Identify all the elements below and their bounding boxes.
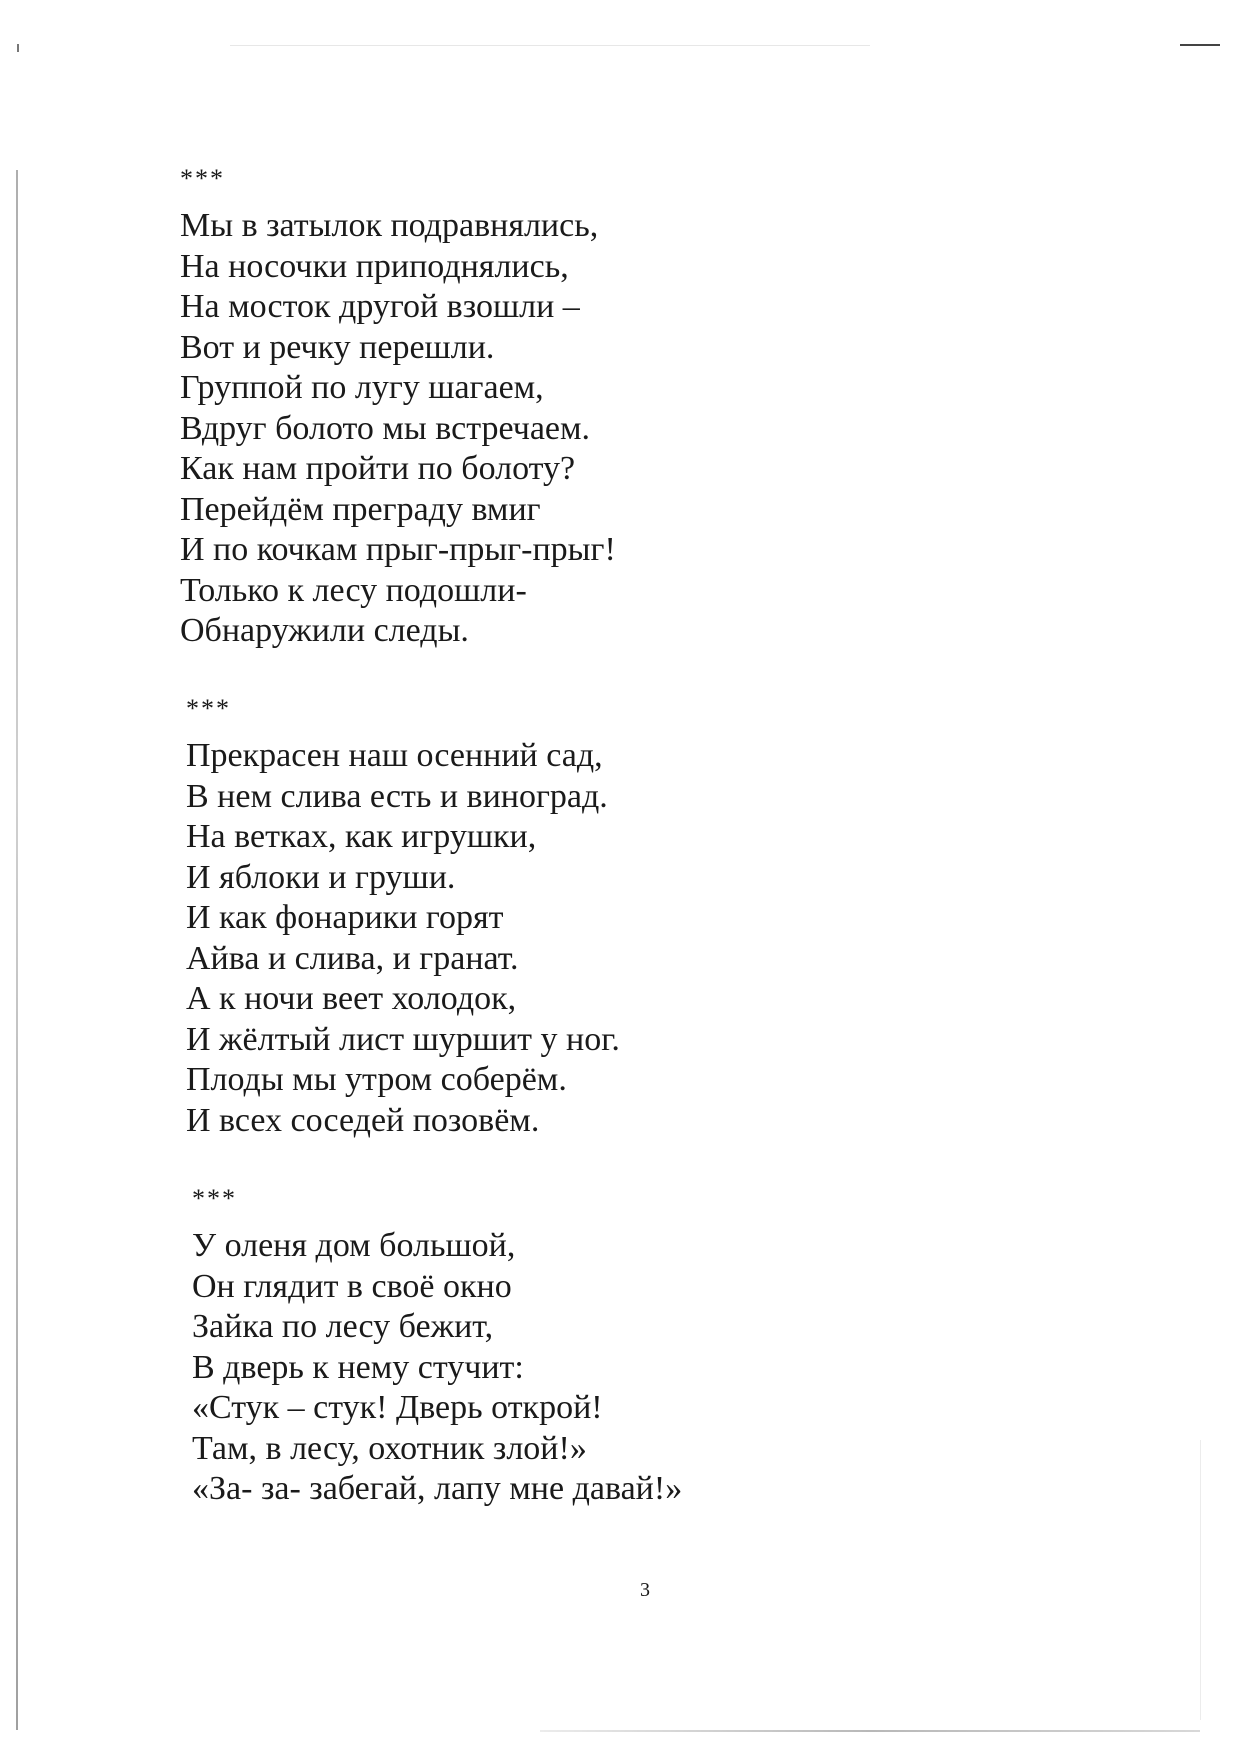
scan-mark	[1180, 44, 1220, 46]
poem-line: «Стук – стук! Дверь открой!	[192, 1389, 603, 1426]
poem-line: И по кочкам прыг-прыг-прыг!	[180, 531, 616, 568]
poem-line: Группой по лугу шагаем,	[180, 369, 544, 406]
poem-line: На мосток другой взошли –	[180, 288, 580, 325]
poem-line: Только к лесу подошли-	[180, 571, 527, 609]
poem-line: Обнаружили следы.	[180, 612, 469, 649]
poem-line: И всех соседей позовём.	[186, 1101, 540, 1139]
poem-line: Вот и речку перешли.	[180, 328, 495, 366]
poem-line: И жёлтый лист шуршит у ног.	[186, 1020, 620, 1058]
poem-line: Как нам пройти по болоту?	[180, 450, 576, 487]
poem-line: «За- за- забегай, лапу мне давай!»	[192, 1470, 683, 1507]
scan-mark	[17, 44, 19, 52]
poem-line: На носочки приподнялись,	[180, 247, 569, 285]
poem-line: У оленя дом большой,	[192, 1227, 516, 1264]
poem-line: А к ночи веет холодок,	[186, 980, 517, 1017]
scan-edge-line	[1200, 1440, 1201, 1720]
poem-stanza	[186, 696, 620, 1141]
stanza-separator: ***	[180, 164, 225, 193]
scan-edge-line	[230, 45, 870, 46]
poem-line: Мы в затылок подравнялись,	[180, 207, 599, 244]
poem-line: Перейдём преграду вмиг	[180, 490, 541, 528]
poem-line: В нем слива есть и виноград.	[186, 777, 608, 815]
scan-edge-line	[16, 170, 18, 1730]
stanza-separator: ***	[192, 1184, 237, 1213]
poem-line: Он глядит в своё окно	[192, 1267, 512, 1305]
poem-line: Зайка по лесу бежит,	[192, 1308, 494, 1345]
poem-line: На ветках, как игрушки,	[186, 818, 537, 855]
page-number: 3	[640, 1579, 650, 1601]
poem-line: Там, в лесу, охотник злой!»	[192, 1429, 587, 1467]
poem-line: Плоды мы утром соберём.	[186, 1061, 567, 1098]
poem-stanza	[192, 1186, 682, 1510]
poem-line: Айва и слива, и гранат.	[186, 939, 519, 977]
scan-edge-line	[540, 1730, 1200, 1732]
poem-line: Прекрасен наш осенний сад,	[186, 737, 603, 774]
poem-line: В дверь к нему стучит:	[192, 1348, 524, 1386]
poem-line: Вдруг болото мы встречаем.	[180, 409, 591, 447]
poem-line: И как фонарики горят	[186, 899, 504, 936]
poem-line: И яблоки и груши.	[186, 858, 456, 896]
poem-stanza	[180, 166, 616, 652]
stanza-separator: ***	[186, 694, 231, 723]
